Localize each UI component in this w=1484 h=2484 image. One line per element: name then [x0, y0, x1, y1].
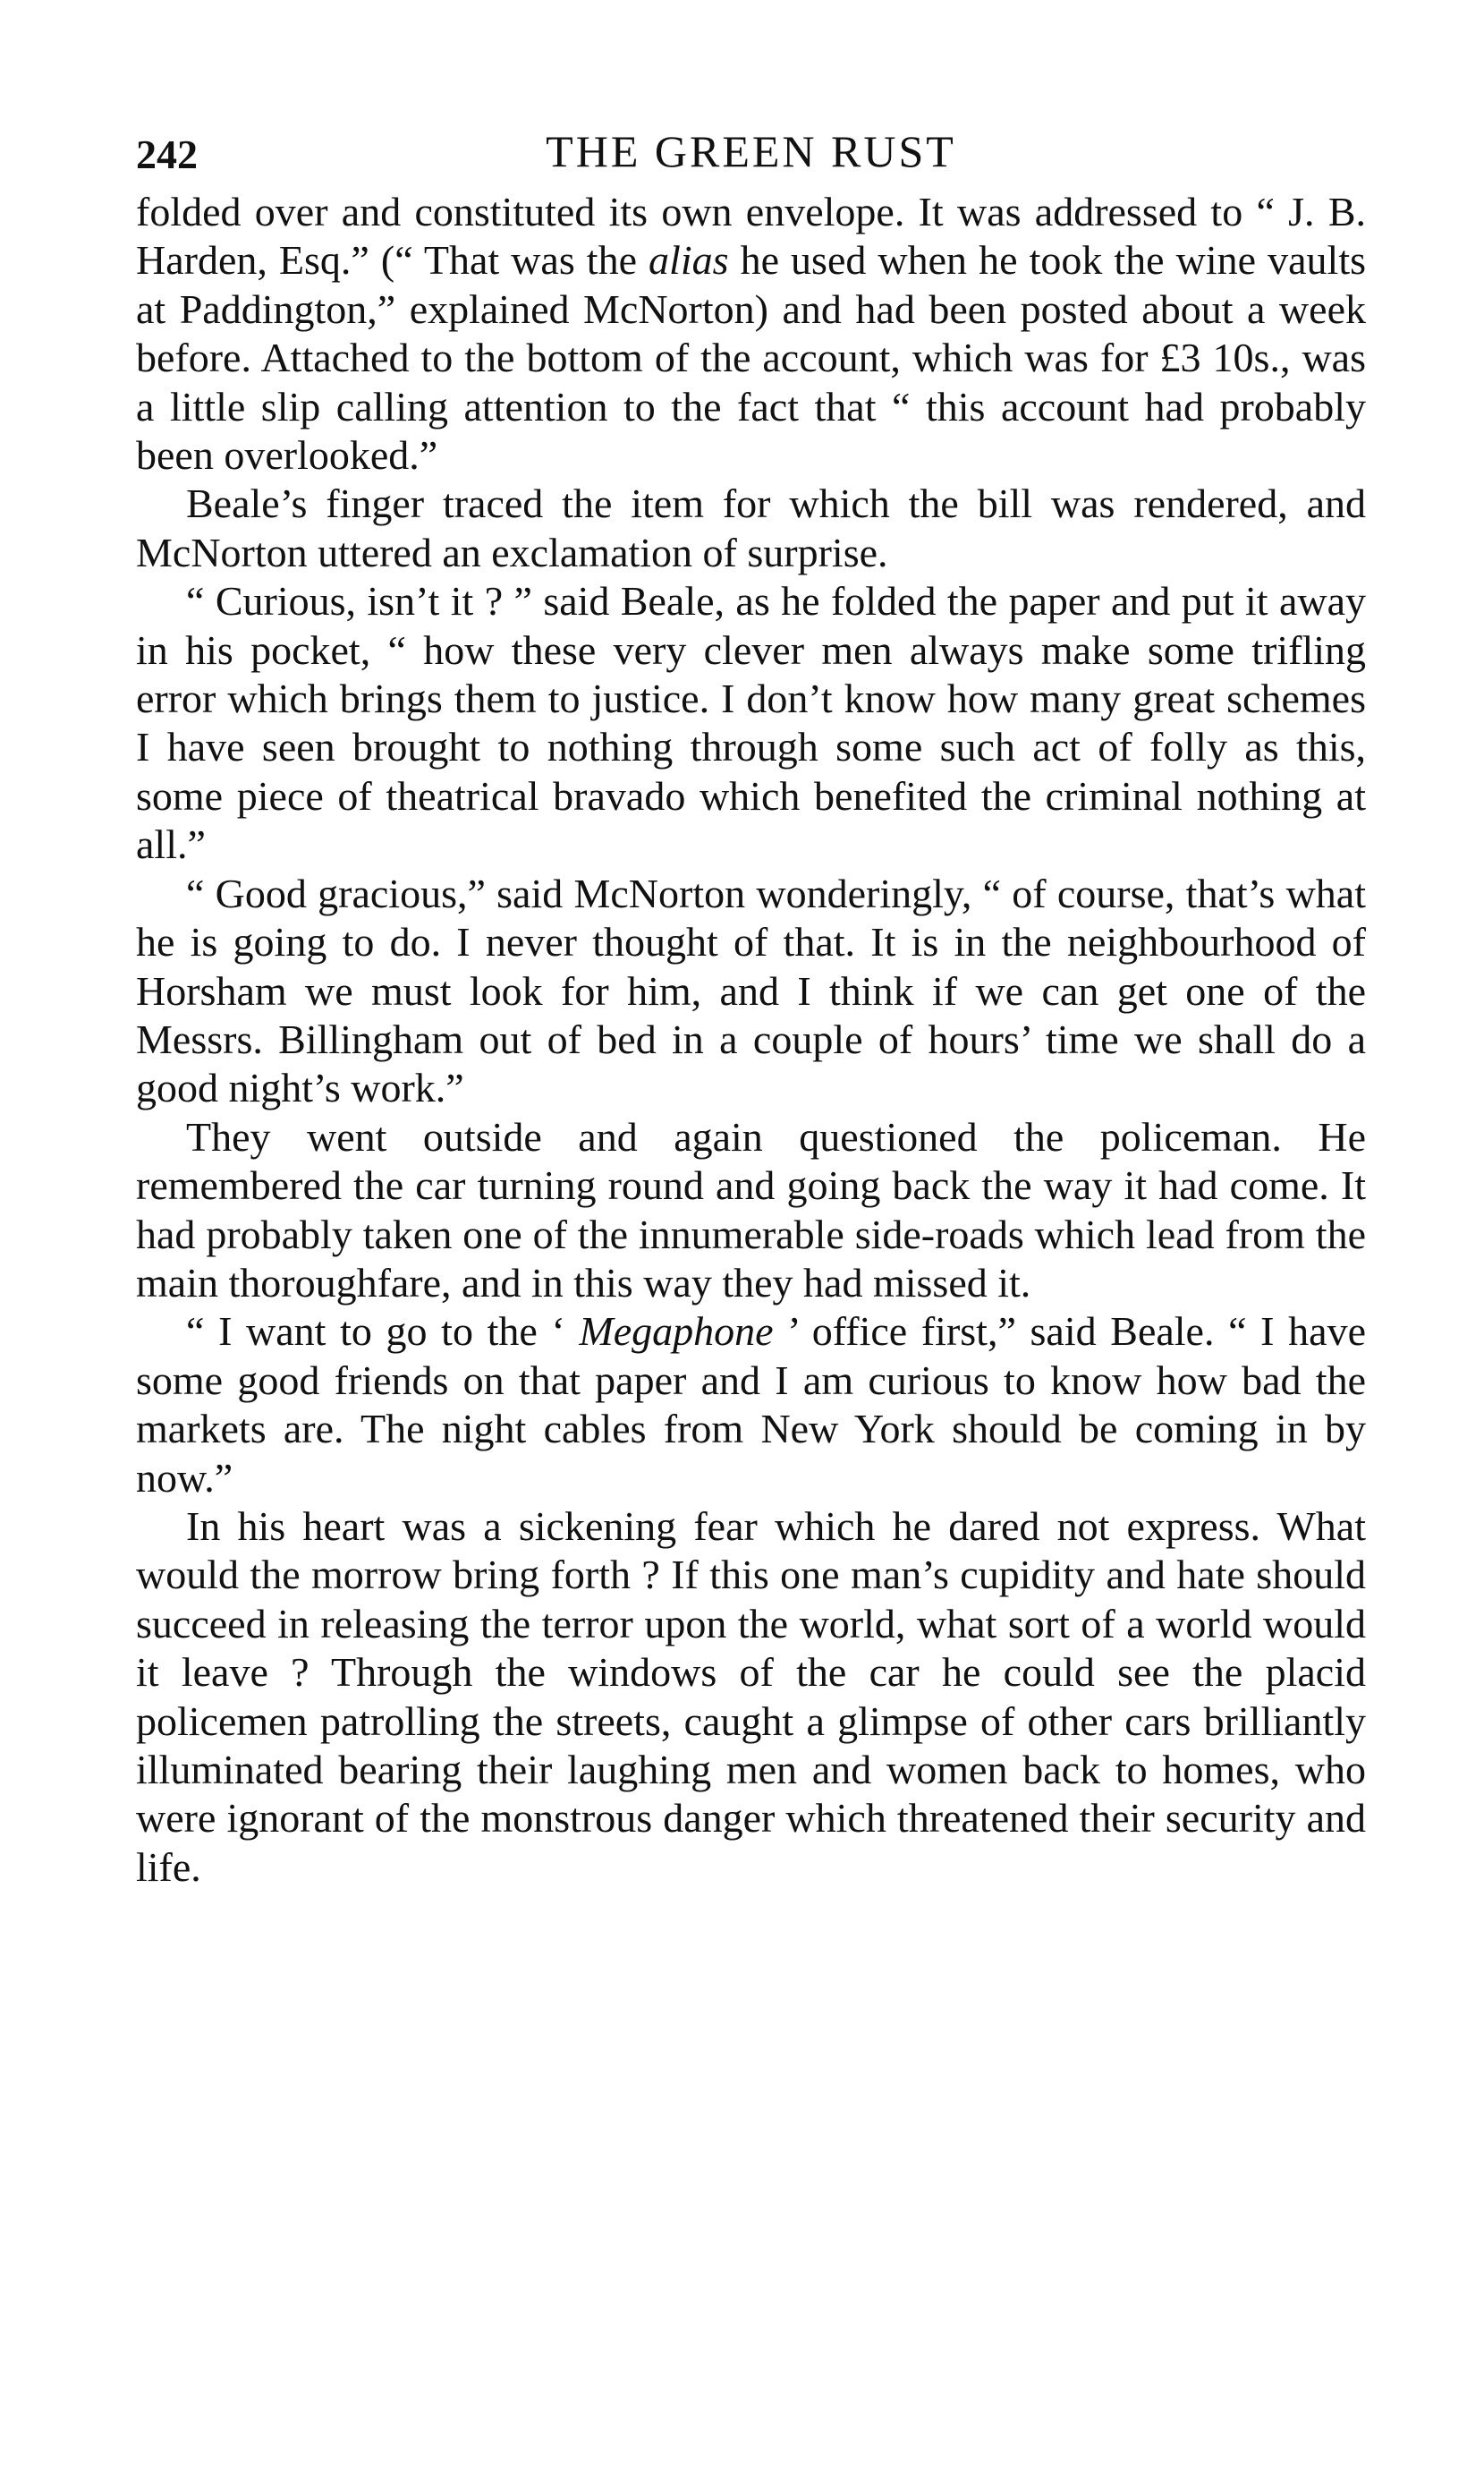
- paragraph-1-italic-alias: alias: [649, 237, 729, 284]
- paragraph-2: Beale’s finger traced the item for which the bill was rendered, and McNorton uttered an exclamation of surprise.: [136, 481, 1366, 575]
- paragraph-6-text-b: ’ office first,” said Beale. “ I have some good friends on that paper and I am curious to know how bad the markets are. The night cables from New York should be coming in by now.”: [136, 1308, 1366, 1501]
- paragraph-7: In his heart was a sickening fear which he dared not express. What would the morrow bring forth ? If this one man’s cupidity and hate should succeed in releasing the terror upon the world, what sort of a world would it leave ? Through the windows of the car he could see the placid policemen patrolling the streets, caught a glimpse of other cars brilliantly illuminated bearing their laughing men and women back to homes, who were ignorant of the monstrous danger which threatened their security and life.: [136, 1502, 1366, 1890]
- body-text: [136, 188, 1366, 1892]
- book-page: [136, 125, 1366, 1892]
- page-header: [136, 125, 1366, 183]
- paragraph-6-text-a: “ I want to go to the ‘: [186, 1308, 580, 1355]
- paragraph-1-text-b: he used when he took the wine vaults at Paddington,” explained McNorton) and had been posted about a week before. Attached to the bottom of the account, which was for £3 10s., was a little slip calling attention to the fact that “ this account had probably been overlooked.”: [136, 237, 1366, 479]
- running-title: THE GREEN RUST: [546, 126, 956, 176]
- paragraph-6-italic-megaphone: Megaphone: [579, 1308, 774, 1355]
- paragraph-1-text-a: folded over and constituted its own envelope. It was addressed to “ J. B. Harden, Esq.” (“ That was the: [136, 189, 1366, 284]
- paragraph-5: They went outside and again questioned the policeman. He remembered the car turning round and going back the way it had come. It had probably taken one of the innumerable side-roads which lead from the main thoroughfare, and in this way they had missed it.: [136, 1113, 1366, 1306]
- paragraph-3: “ Curious, isn’t it ? ” said Beale, as he folded the paper and put it away in his pocket, “ how these very clever men always make some trifling error which brings them to justice. I don’t know how many great schemes I have seen brought to nothing through some such act of folly as this, some piece of theatrical bravado which benefited the criminal nothing at all.”: [136, 578, 1366, 868]
- page-number: 242: [136, 132, 198, 177]
- paragraph-4: “ Good gracious,” said McNorton wonderingly, “ of course, that’s what he is going to do. I never thought of that. It is in the neighbourhood of Horsham we must look for him, and I think if we can get one of the Messrs. Billingham out of bed in a couple of hours’ time we shall do a good night’s work.”: [136, 870, 1366, 1111]
- paragraph-1: [136, 188, 1366, 480]
- paragraph-6: [136, 1307, 1366, 1502]
